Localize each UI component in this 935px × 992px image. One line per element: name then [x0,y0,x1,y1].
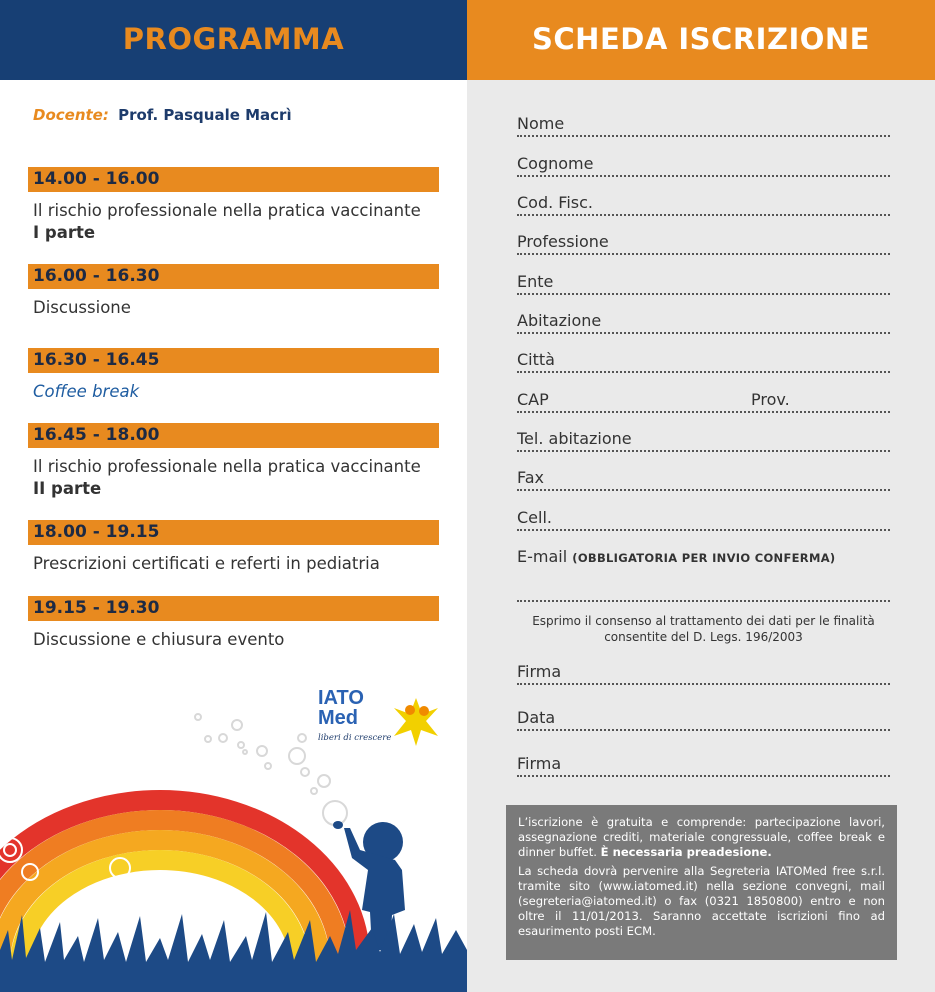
session-time: 16.45 - 18.00 [28,423,439,448]
svg-text:liberi di crescere: liberi di crescere [318,733,392,743]
session-description: Discussione [33,298,131,317]
session-5 [28,520,439,575]
field-fax[interactable]: Fax [517,469,890,491]
svg-text:Med: Med [318,707,358,729]
field-tel-abitazione[interactable]: Tel. abitazione [517,430,890,452]
session-1 [28,167,439,244]
program-header [0,0,467,80]
session-description: Prescrizioni certificati e referti in pediatria [33,554,380,573]
lecturer-label: Docente: [33,106,109,124]
notice-paragraph-2: La scheda dovrà pervenire alla Segreteria IATOMed free s.r.l. tramite sito (www.iatomed.it) nella sezione convegni, mail (segreteria@iatomed.it) o fax (0321 1850800) entro e non oltre il 11/01/2013. Saranno accettate iscrizioni fino ad esaurimento posti ECM. [518,864,885,938]
field-citta[interactable]: Città [517,351,890,373]
field-cod-fisc[interactable]: Cod. Fisc. [517,194,890,216]
session-4 [28,423,439,500]
session-time: 16.30 - 16.45 [28,348,439,373]
registration-panel [467,0,935,992]
session-time: 18.00 - 19.15 [28,520,439,545]
session-description: Il rischio professionale nella pratica vaccinante I parte [33,200,439,244]
privacy-consent: Esprimo il consenso al trattamento dei dati per le finalità consentite del D. Legs. 196/2003 [532,614,875,644]
field-nome[interactable]: Nome [517,115,890,137]
field-prov-label: Prov. [751,390,790,409]
rainbow-child-illustration [0,700,467,992]
session-time: 16.00 - 16.30 [28,264,439,289]
session-description: Coffee break [33,382,140,401]
session-time: 14.00 - 16.00 [28,167,439,192]
program-panel [0,0,467,992]
field-email-label: E-mail (OBBLIGATORIA PER INVIO CONFERMA) [517,547,836,566]
session-2 [28,264,439,319]
svg-text:IATO: IATO [318,687,364,709]
session-description: Il rischio professionale nella pratica vaccinante II parte [33,456,439,500]
registration-notice [506,805,897,960]
field-ente[interactable]: Ente [517,273,890,295]
program-title: PROGRAMMA [122,22,345,56]
session-part: II parte [33,479,102,498]
field-abitazione[interactable]: Abitazione [517,312,890,334]
field-firma-1[interactable]: Firma [517,663,890,685]
lecturer-name: Prof. Pasquale Macrì [118,106,292,124]
session-3 [28,348,439,403]
registration-title: SCHEDA ISCRIZIONE [532,22,870,56]
lecturer-line [33,106,292,124]
session-time: 19.15 - 19.30 [28,596,439,621]
field-firma-2[interactable]: Firma [517,755,890,777]
field-professione[interactable]: Professione [517,233,890,255]
email-required-note: (OBBLIGATORIA PER INVIO CONFERMA) [572,551,836,565]
field-cognome[interactable]: Cognome [517,155,890,177]
session-part: I parte [33,223,96,242]
registration-header [467,0,935,80]
field-data[interactable]: Data [517,709,890,731]
session-6 [28,596,439,651]
field-cell[interactable]: Cell. [517,509,890,531]
notice-paragraph-1: L’iscrizione è gratuita e comprende: partecipazione lavori, assegnazione crediti, materiale congressuale, coffee break e dinner buffet. È necessaria preadesione. [518,815,885,859]
field-email[interactable] [517,582,890,602]
field-cap[interactable]: CAP Prov. [517,391,890,413]
session-description: Discussione e chiusura evento [33,630,285,649]
